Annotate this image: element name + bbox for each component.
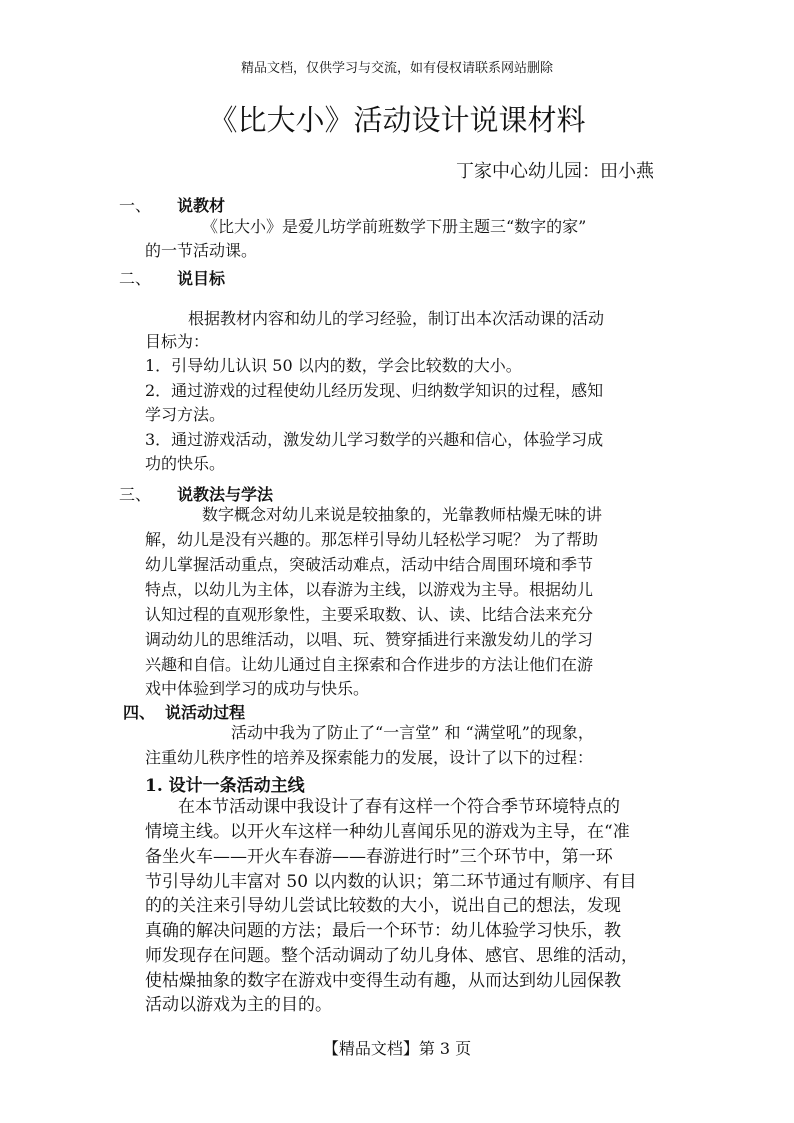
- document-title: 《比大小》活动设计说课材料: [208, 103, 586, 137]
- paragraph-line: 师发现存在问题。整个活动调动了幼儿身体、感官、思维的活动，: [145, 946, 638, 966]
- section-title: 说教材: [177, 196, 226, 215]
- section-number: 四、: [123, 703, 156, 722]
- paragraph-line: 学习方法。: [145, 405, 226, 424]
- paragraph-line: 根据教材内容和幼儿的学习经验，制订出本次活动课的活动: [188, 309, 605, 328]
- section-title: 说活动过程: [165, 703, 246, 722]
- paragraph-line: 特点，以幼儿为主体，以春游为主线，以游戏为主导。根据幼儿: [145, 580, 594, 599]
- paragraph-line: 幼儿掌握活动重点，突破活动难点，活动中结合周围环境和季节: [145, 555, 594, 574]
- objective-item: 3．通过游戏活动，激发幼儿学习数学的兴趣和信心，体验学习成: [145, 430, 604, 449]
- objective-item: 1．引导幼儿认识 50 以内的数，学会比较数的大小。: [145, 356, 522, 375]
- paragraph-line: 目标为：: [145, 332, 210, 351]
- paragraph-line: 在本节活动课中我设计了春有这样一个符合季节环境特点的: [178, 797, 620, 817]
- paragraph-line: 功的快乐。: [145, 454, 226, 473]
- section-title: 说目标: [177, 269, 226, 288]
- section-title: 说教法与学法: [177, 485, 274, 504]
- paragraph-line: 《比大小》是爱儿坊学前班数学下册主题三“数字的家”: [202, 217, 587, 236]
- section-number: 三、: [119, 485, 152, 504]
- paragraph-line: 活动以游戏为主的目的。: [145, 995, 332, 1015]
- document-author: 丁家中心幼儿园：田小燕: [456, 161, 654, 182]
- section-number: 二、: [119, 269, 152, 288]
- paragraph-line: 使枯燥抽象的数字在游戏中变得生动有趣，从而达到幼儿园保教: [145, 971, 621, 991]
- section-number: 一、: [119, 196, 152, 215]
- page-header-watermark: 精品文档，仅供学习与交流，如有侵权请联系网站删除: [240, 61, 553, 76]
- subsection-heading: 1. 设计一条活动主线: [145, 776, 305, 796]
- section-2-heading: [119, 266, 226, 289]
- paragraph-line: 戏中体验到学习的成功与快乐。: [145, 679, 370, 698]
- paragraph-line: 活动中我为了防止了“一言堂” 和 “满堂吼”的现象，: [231, 723, 594, 742]
- section-4-heading: [123, 700, 246, 723]
- paragraph-line: 真确的解决问题的方法；最后一个环节：幼儿体验学习快乐，教: [145, 921, 621, 941]
- paragraph-line: 备坐火车——开火车春游——春游进行时”三个环节中，第一环: [145, 847, 613, 867]
- paragraph-line: 节引导幼儿丰富对 50 以内数的认识；第二环节通过有顺序、有目: [145, 872, 637, 892]
- page-footer: 【精品文档】第 3 页: [322, 1039, 472, 1058]
- section-3-heading: [119, 482, 274, 505]
- section-1-heading: [119, 193, 226, 216]
- paragraph-line: 兴趣和自信。让幼儿通过自主探索和合作进步的方法让他们在游: [145, 655, 594, 674]
- paragraph-line: 情境主线。以开火车这样一种幼儿喜闻乐见的游戏为主导，在“准: [145, 822, 630, 842]
- paragraph-line: 调动幼儿的思维活动，以唱、玩、赞穿插进行来激发幼儿的学习: [145, 630, 594, 649]
- paragraph-line: 数字概念对幼儿来说是较抽象的，光靠教师枯燥无味的讲: [202, 505, 603, 524]
- paragraph-line: 认知过程的直观形象性，主要采取数、认、读、比结合法来充分: [145, 605, 594, 624]
- paragraph-line: 解，幼儿是没有兴趣的。那怎样引导幼儿轻松学习呢？ 为了帮助: [145, 530, 599, 549]
- objective-item: 2．通过游戏的过程使幼儿经历发现、归纳数学知识的过程，感知: [145, 381, 604, 400]
- paragraph-line: 注重幼儿秩序性的培养及探索能力的发展，设计了以下的过程：: [145, 748, 594, 767]
- paragraph-line: 的的关注来引导幼儿尝试比较数的大小，说出自己的想法，发现: [145, 896, 621, 916]
- paragraph-line: 的一节活动课。: [145, 241, 258, 260]
